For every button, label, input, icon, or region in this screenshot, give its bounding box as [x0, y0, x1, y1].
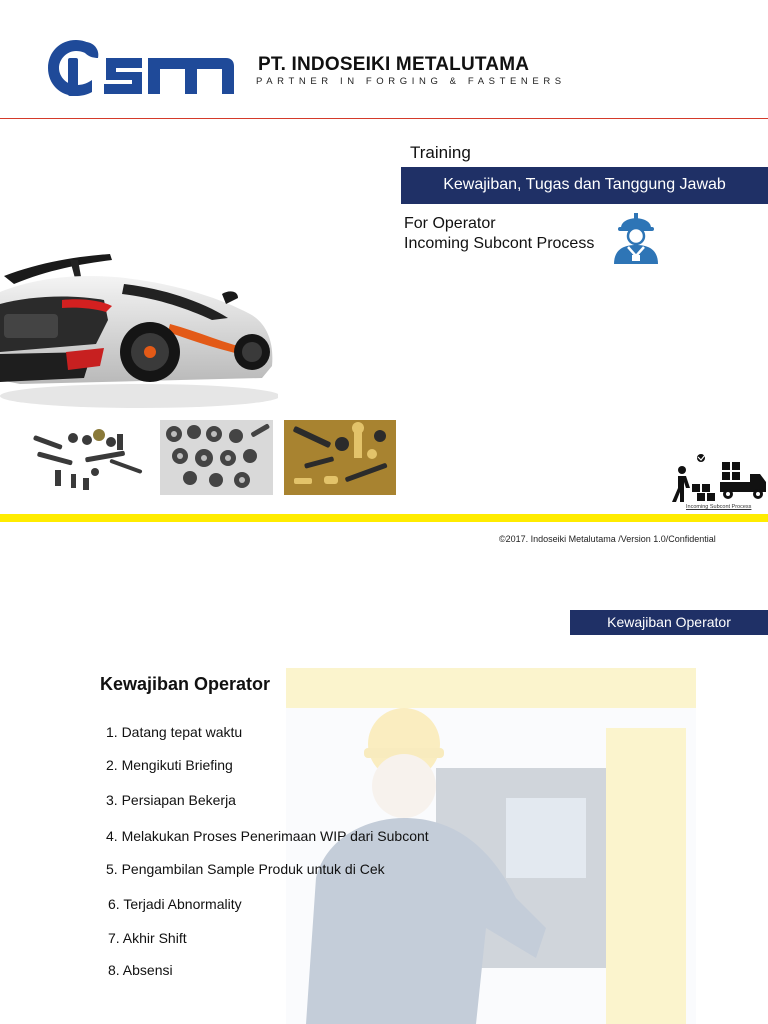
duty-item-3: 3. Persiapan Bekerja: [106, 792, 236, 808]
header-divider: [0, 118, 768, 119]
delivery-truck-icon: [672, 452, 768, 512]
duty-item-4: 4. Melakukan Proses Penerimaan WIP dari Subcont: [106, 828, 429, 844]
duty-item-5: 5. Pengambilan Sample Produk untuk di Cek: [106, 861, 385, 877]
fastener-parts-image-1: [25, 420, 148, 495]
company-name: PT. INDOSEIKI METALUTAMA: [258, 54, 530, 75]
fastener-parts-image-3: [284, 420, 396, 495]
slide-title: Kewajiban Operator: [100, 674, 271, 694]
sports-car-image: [0, 248, 278, 410]
duty-item-6: 6. Terjadi Abnormality: [108, 896, 242, 912]
company-tagline: PARTNER IN FORGING & FASTENERS: [256, 76, 566, 87]
audience-line-1: For Operator: [404, 215, 496, 232]
audience-text: [404, 214, 594, 254]
operator-background-photo: [286, 668, 696, 1024]
banner-title: Kewajiban, Tugas dan Tanggung Jawab: [443, 176, 726, 193]
title-banner: [401, 167, 768, 204]
training-label: Training: [410, 143, 471, 162]
ism-logo: [46, 36, 236, 100]
duty-item-1: 1. Datang tepat waktu: [106, 724, 243, 740]
duty-item-8: 8. Absensi: [108, 962, 173, 978]
worker-helmet-icon: [611, 206, 661, 266]
copyright-text: ©2017. Indoseiki Metalutama /Version 1.0/Confidential: [499, 534, 716, 544]
footer-accent-bar: [0, 514, 768, 522]
section-tab-label: Kewajiban Operator: [607, 614, 731, 630]
fastener-parts-image-2: [160, 420, 273, 495]
duty-item-2: 2. Mengikuti Briefing: [106, 757, 233, 773]
audience-line-2: Incoming Subcont Process: [404, 235, 595, 252]
section-tab: [570, 610, 768, 635]
duties-slide: [0, 560, 768, 1024]
truck-caption: Incoming Subcont Process: [686, 504, 752, 510]
duty-item-7: 7. Akhir Shift: [108, 930, 187, 946]
